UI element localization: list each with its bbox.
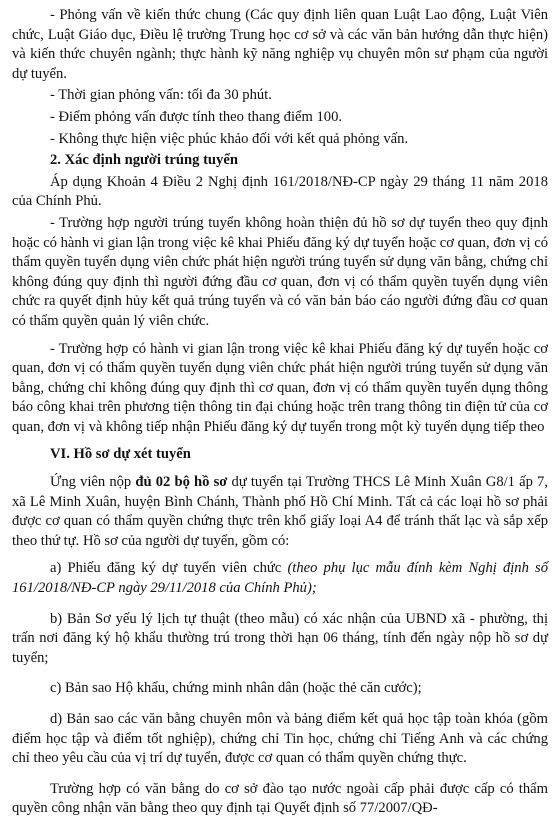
case-2-paragraph: - Trường hợp có hành vi gian lận trong việc kê khai Phiếu đăng ký dự tuyển hoặc cơ quan, đơn vị có thẩm quyền tuyển dụng viên chức phát hiện người trúng tuyển sử dụng văn bằng, chứng chỉ không đúng quy định thì cơ quan, đơn vị có thẩm quyền tuyển dụng thông báo công khai trên phương tiện thông tin đại chúng hoặc trên trang thông tin điện tử của cơ quan, đơn vị và không tiếp nhận Phiếu đăng ký dự tuyển trong một kỳ tuyển dụng tiếp theo xyxy=(12,340,548,435)
no-review-paragraph: - Không thực hiện việc phúc khảo đối với kết quả phỏng vấn. xyxy=(50,130,409,147)
item-c-paragraph: c) Bản sao Hộ khẩu, chứng minh nhân dân (hoặc thẻ căn cước); xyxy=(50,680,422,697)
intro-text-after: dự tuyển tại Trường THCS Lê Minh Xuân G8/1 ấp 7, xã Lê Minh Xuân, huyện Bình Chánh, Thành phố Hồ Chí Minh. Tất cả các loại hồ sơ phải được cơ quan có thẩm quyền chứng thực trên khổ giấy loại A4 để tránh thất lạc và sắp xếp theo thứ tự. Hồ sơ của người dự tuyển, gồm có: xyxy=(12,474,548,549)
item-a-paragraph xyxy=(12,559,548,598)
interview-time-paragraph: - Thời gian phỏng vấn: tối đa 30 phút. xyxy=(50,87,272,104)
intro-text-before: Ứng viên nộp xyxy=(50,474,136,491)
case-1-paragraph: - Trường hợp người trúng tuyển không hoàn thiện đủ hồ sơ dự tuyển theo quy định hoặc có hành vi gian lận trong việc kê khai Phiếu đăng ký dự tuyển hoặc cơ quan, đơn vị có thẩm quyền tuyển dụng viên chức phát hiện người trúng tuyển sử dụng văn bằng, chứng chỉ không đúng quy định thì người đứng đầu cơ quan, đơn vị có thẩm quyền tuyển dụng viên chức ra quyết định hủy kết quả trúng tuyển và có văn bản báo cáo người đứng đầu cơ quan có thẩm quyền quản lý viên chức. xyxy=(12,214,549,329)
item-a-italic-text: (theo phụ lục mẫu đính kèm Nghị định số 161/2018/NĐ-CP ngày 29/11/2018 của Chính Phủ); xyxy=(12,560,548,597)
foreign-degree-paragraph: Trường hợp có văn bằng do cơ sở đào tạo nước ngoài cấp phải được cấp có thẩm quyền công nhận văn bằng theo quy định tại Quyết định số 77/2007/QĐ- xyxy=(12,780,548,817)
item-b-paragraph: b) Bản Sơ yếu lý lịch tự thuật (theo mẫu) có xác nhận của UBND xã - phường, thị trấn nơi đăng ký hộ khẩu thường trú trong thời hạn 06 tháng, tính đến ngày nộp hồ sơ dự tuyển; xyxy=(12,610,548,666)
intro-bold-text: đủ 02 bộ hồ sơ xyxy=(135,474,228,491)
item-a-text: a) Phiếu đăng ký dự tuyển viên chức xyxy=(50,560,288,577)
section-6-heading: VI. Hồ sơ dự xét tuyển xyxy=(50,446,191,463)
apply-rule-paragraph: Áp dụng Khoản 4 Điều 2 Nghị định 161/2018/NĐ-CP ngày 29 tháng 11 năm 2018 của Chính Phủ. xyxy=(12,173,548,210)
submission-intro-paragraph xyxy=(12,473,548,551)
interview-content-paragraph: - Phỏng vấn về kiến thức chung (Các quy định liên quan Luật Lao động, Luật Viên chức, Luật Giáo dục, Điều lệ trường Trung học cơ sở và các văn bản hướng dẫn thực hiện) và kiến thức chuyên ngành; thực hành kỹ năng nghiệp vụ chuyên môn sư phạm của người dự tuyển. xyxy=(12,7,548,82)
section-2-heading: 2. Xác định người trúng tuyển xyxy=(50,152,238,169)
interview-score-paragraph: - Điểm phỏng vấn được tính theo thang điểm 100. xyxy=(50,108,343,125)
item-d-paragraph: d) Bản sao các văn bằng chuyên môn và bảng điểm kết quả học tập toàn khóa (gồm điểm học tập và điểm tốt nghiệp), chứng chỉ Tin học, chứng chỉ Tiếng Anh và các chứng chỉ theo yêu cầu của vị trí dự tuyển, được cơ quan có thẩm quyền chứng thực. xyxy=(12,711,548,767)
